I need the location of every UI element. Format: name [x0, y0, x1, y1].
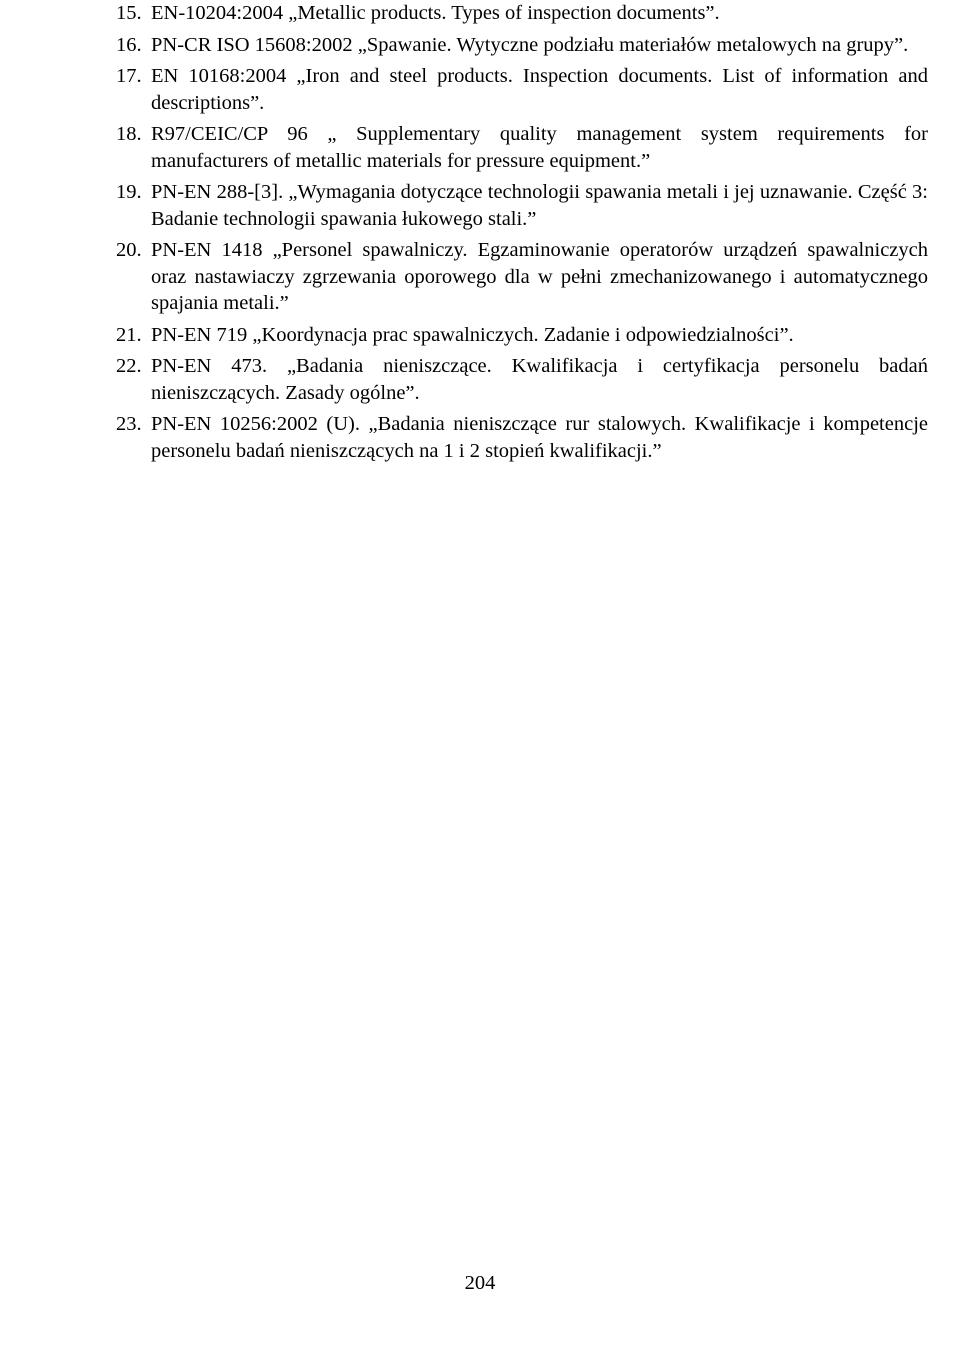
- reference-item: [116, 32, 928, 59]
- reference-number: 18.: [116, 123, 142, 145]
- reference-text: PN-EN 288-[3]. „Wymagania dotyczące technologii spawania metali i jej uznawanie. Część 3: Badanie technologii spawania łukowego stali.”: [151, 181, 928, 230]
- reference-item: [116, 63, 928, 116]
- reference-text: PN-CR ISO 15608:2002 „Spawanie. Wytyczne podziału materiałów metalowych na grupy”.: [151, 33, 909, 56]
- reference-text: PN-EN 1418 „Personel spawalniczy. Egzaminowanie operatorów urządzeń spawalniczych oraz nastawiaczy zgrzewania oporowego dla w pełni zmechanizowanego i automatycznego spajania metali.”: [151, 239, 928, 314]
- reference-text: PN-EN 10256:2002 (U). „Badania nieniszczące rur stalowych. Kwalifikacje i kompetencje personelu badań nieniszczących na 1 i 2 stopień kwalifikacji.”: [151, 413, 928, 462]
- reference-text: PN-EN 719 „Koordynacja prac spawalniczych. Zadanie i odpowiedzialności”.: [151, 323, 794, 346]
- reference-number: 22.: [116, 355, 142, 377]
- reference-text: EN-10204:2004 „Metallic products. Types of inspection documents”.: [151, 2, 720, 24]
- reference-number: 15.: [116, 2, 142, 24]
- reference-number: 19.: [116, 181, 142, 203]
- reference-item: [116, 411, 928, 464]
- reference-item: [116, 121, 928, 174]
- reference-text: PN-EN 473. „Badania nieniszczące. Kwalifikacja i certyfikacja personelu badań nieniszczących. Zasady ogólne”.: [151, 355, 928, 404]
- reference-number: 16.: [116, 33, 142, 56]
- reference-item: [116, 237, 928, 317]
- reference-text: R97/CEIC/CP 96 „ Supplementary quality management system requirements for manufacturers of metallic materials for pressure equipment.”: [151, 123, 928, 172]
- reference-item: [116, 179, 928, 232]
- reference-number: 20.: [116, 239, 142, 261]
- reference-number: 17.: [116, 65, 142, 87]
- reference-number: 23.: [116, 413, 142, 435]
- reference-text: EN 10168:2004 „Iron and steel products. Inspection documents. List of information and descriptions”.: [151, 65, 928, 114]
- reference-list: [116, 0, 928, 469]
- reference-item: [116, 0, 928, 27]
- reference-item: [116, 322, 928, 349]
- reference-number: 21.: [116, 323, 142, 346]
- reference-item: [116, 353, 928, 406]
- page-number: 204: [464, 1272, 496, 1294]
